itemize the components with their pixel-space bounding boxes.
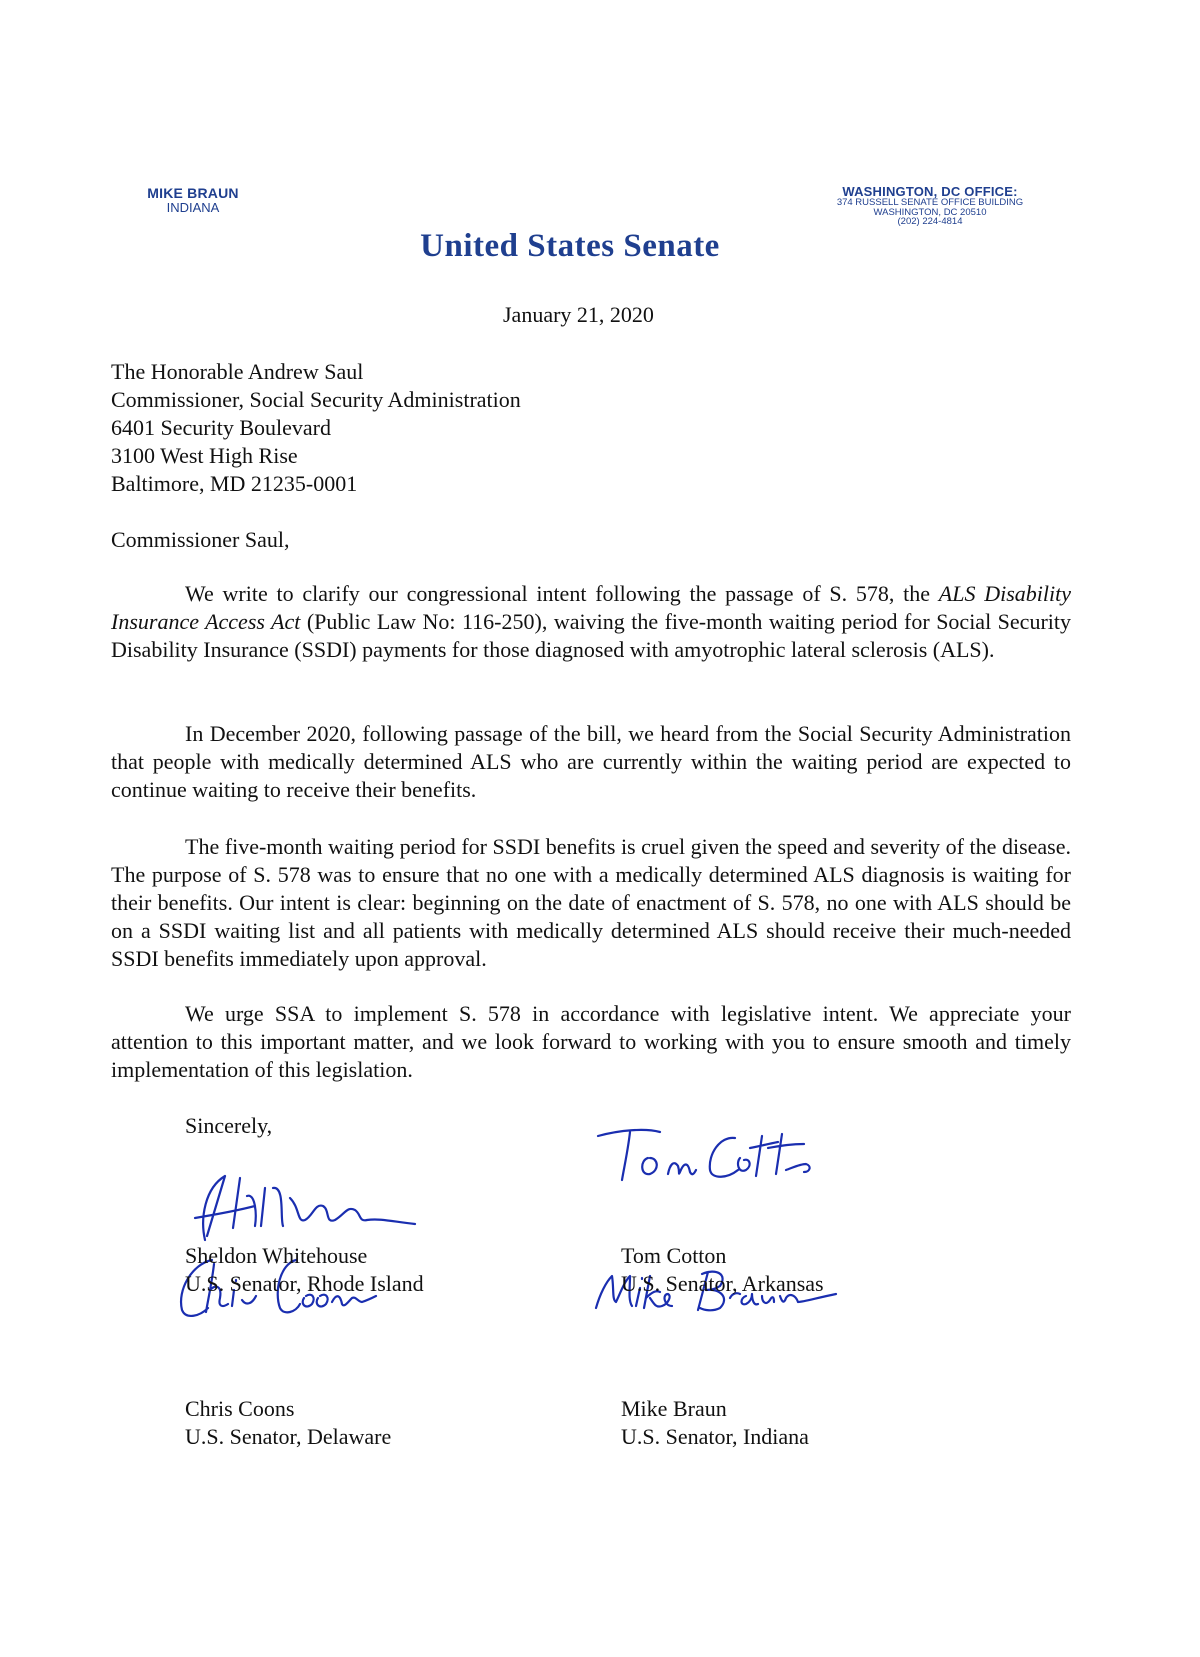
body-paragraph-4: We urge SSA to implement S. 578 in accordance with legislative intent. We appreciate your attention to this important matter, and we look forward to working with you to ensure smooth and timely implementation of this legislation.: [111, 1001, 1071, 1082]
signer-block-cotton: [621, 1242, 824, 1298]
recipient-name: The Honorable Andrew Saul: [111, 359, 364, 384]
letterhead-office-title: WASHINGTON, DC OFFICE:: [842, 184, 1018, 199]
signer-block-coons: [185, 1395, 391, 1451]
salutation: Commissioner Saul,: [111, 527, 290, 552]
closing: Sincerely,: [185, 1113, 273, 1138]
letterhead-chamber-title: United States Senate: [420, 228, 720, 264]
signature-whitehouse: [185, 1158, 425, 1248]
body-paragraph-1: [111, 580, 1071, 664]
recipient-building: 3100 West High Rise: [111, 443, 298, 468]
signer-name: Tom Cotton: [621, 1243, 727, 1268]
signer-title: U.S. Senator, Delaware: [185, 1424, 392, 1449]
signer-name: Sheldon Whitehouse: [185, 1243, 368, 1268]
paragraph-1-intro: We write to clarify our congressional intent following the passage of S. 578, the: [185, 581, 939, 606]
act-title: ALS Disability Insurance Access Act: [111, 581, 1072, 634]
signer-title: U.S. Senator, Rhode Island: [185, 1271, 424, 1296]
paragraph-1-rest: (Public Law No: 116-250), waiving the five-month waiting period for Social Security Disability Insurance (SSDI) payments for those diagnosed with amyotrophic lateral sclerosis (ALS).: [111, 609, 1071, 662]
letterhead-office-phone: (202) 224-4814: [897, 216, 963, 227]
signer-name: Chris Coons: [185, 1396, 295, 1421]
letter-date: January 21, 2020: [503, 302, 654, 327]
letterhead-office-city: WASHINGTON, DC 20510: [873, 206, 987, 218]
letterhead-senator-name: MIKE BRAUN: [147, 185, 239, 201]
letterhead-senator: [123, 186, 263, 214]
signature-cotton: [590, 1118, 830, 1198]
letterhead-office-building: 374 RUSSELL SENATE OFFICE BUILDING: [836, 197, 1024, 208]
signer-title: U.S. Senator, Indiana: [621, 1424, 809, 1449]
recipient-street: 6401 Security Boulevard: [111, 415, 331, 440]
recipient-city: Baltimore, MD 21235-0001: [111, 471, 358, 496]
recipient-address: [111, 358, 521, 498]
signer-title: U.S. Senator, Arkansas: [621, 1271, 824, 1296]
letterhead-senator-state: INDIANA: [166, 199, 220, 215]
letterhead-office: [820, 185, 1040, 227]
body-paragraph-3: The five-month waiting period for SSDI benefits is cruel given the speed and severity of the disease. The purpose of S. 578 was to ensure that no one with a medically determined ALS diagnosis is waiting for their benefits. Our intent is clear: beginning on the date of enactment of S. 578, no one with ALS should be on a SSDI waiting list and all patients with medically determined ALS should receive their much-needed SSDI benefits immediately upon approval.: [111, 834, 1071, 971]
body-paragraph-2: In December 2020, following passage of the bill, we heard from the Social Security Administration that people with medically determined ALS who are currently within the waiting period are expected to continue waiting to receive their benefits.: [111, 721, 1071, 802]
signer-block-braun: [621, 1395, 809, 1451]
signer-name: Mike Braun: [621, 1396, 727, 1421]
signer-block-whitehouse: [185, 1242, 424, 1298]
recipient-title: Commissioner, Social Security Administration: [111, 387, 521, 412]
